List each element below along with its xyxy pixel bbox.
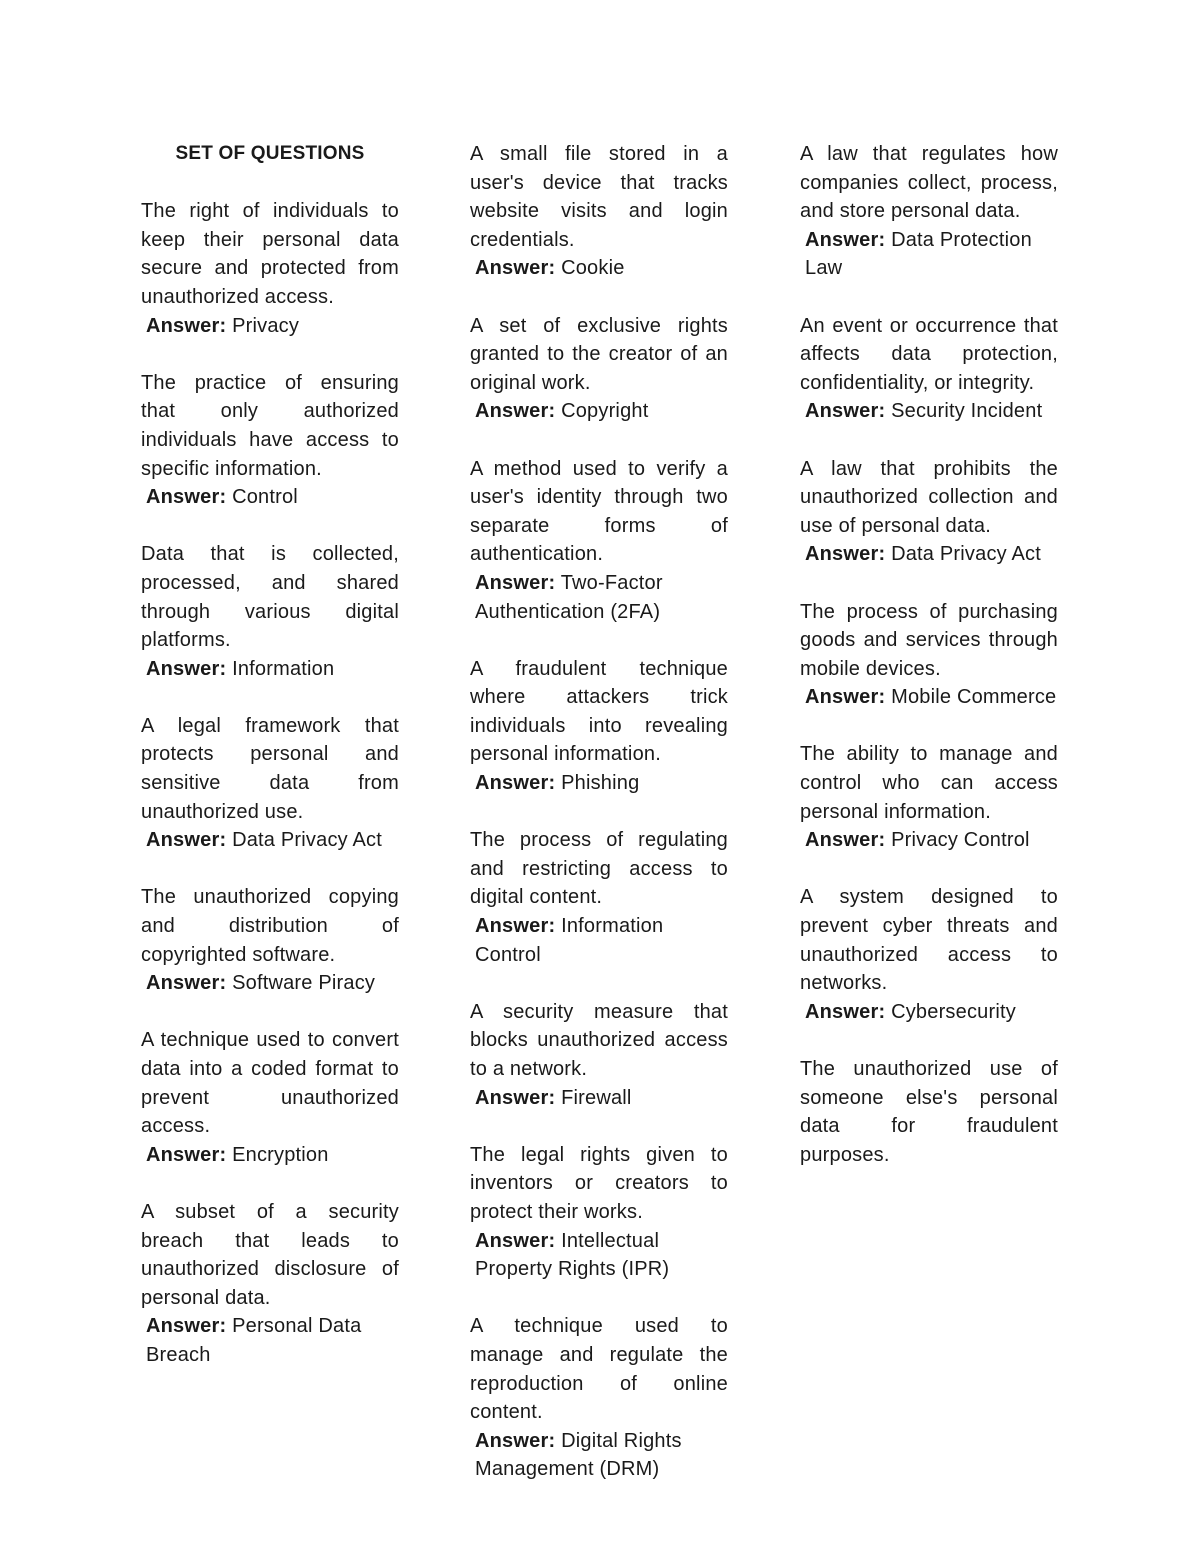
answer-label: Answer:	[475, 915, 556, 938]
answer-label: Answer:	[475, 257, 556, 280]
answer-text: Intellectual Property Rights (IPR)	[475, 1229, 670, 1281]
answer-text: Software Piracy	[232, 972, 376, 995]
answer-line	[470, 1427, 728, 1484]
answer-line	[800, 826, 1058, 855]
question-item	[141, 712, 399, 855]
question-item	[800, 1055, 1058, 1169]
question-text: A system designed to prevent cyber threats and unauthorized access to networks.	[800, 886, 1058, 995]
answer-text: Cybersecurity	[891, 1000, 1016, 1023]
answer-line	[470, 397, 728, 426]
answer-line	[470, 254, 728, 283]
answer-label: Answer:	[475, 772, 556, 795]
question-text: Data that is collected, processed, and shared through various digital platforms.	[141, 543, 399, 652]
answer-text: Data Privacy Act	[232, 829, 382, 852]
answer-label: Answer:	[146, 657, 227, 680]
answer-line	[141, 826, 399, 855]
answer-label: Answer:	[146, 972, 227, 995]
answer-text: Information Control	[475, 915, 664, 966]
page-title: SET OF QUESTIONS	[175, 143, 365, 164]
question-item	[470, 998, 728, 1112]
question-item	[800, 455, 1058, 569]
answer-line	[800, 226, 1058, 283]
question-item	[141, 883, 399, 997]
answer-line	[470, 769, 728, 798]
question-text: A fraudulent technique where attackers trick individuals into revealing personal information.	[470, 657, 728, 766]
question-text: The ability to manage and control who can access personal information.	[800, 743, 1058, 823]
question-text: A technique used to manage and regulate the reproduction of online content.	[470, 1315, 728, 1424]
answer-line	[800, 683, 1058, 712]
column-3	[800, 140, 1058, 1198]
question-item	[470, 140, 728, 283]
answer-line	[800, 998, 1058, 1027]
question-text: The unauthorized use of someone else's personal data for fraudulent purposes.	[800, 1058, 1058, 1166]
question-text: A security measure that blocks unauthorized access to a network.	[470, 1000, 728, 1080]
answer-text: Information	[232, 657, 335, 680]
answer-label: Answer:	[805, 228, 886, 251]
question-text: A small file stored in a user's device that tracks website visits and login credentials.	[470, 143, 728, 251]
question-text: A law that prohibits the unauthorized collection and use of personal data.	[800, 457, 1058, 537]
column-2	[470, 140, 728, 1513]
answer-label: Answer:	[805, 686, 886, 709]
question-text: The practice of ensuring that only authorized individuals have access to specific information.	[141, 371, 399, 480]
question-text: The right of individuals to keep their personal data secure and protected from unauthorized access.	[141, 200, 399, 308]
answer-text: Firewall	[561, 1086, 632, 1109]
question-item	[470, 1141, 728, 1284]
answer-line	[800, 397, 1058, 426]
answer-text: Privacy Control	[891, 829, 1030, 852]
answer-text: Data Protection Law	[805, 228, 1032, 280]
answer-label: Answer:	[475, 1086, 556, 1109]
answer-line	[141, 483, 399, 512]
question-text: The process of purchasing goods and services through mobile devices.	[800, 600, 1058, 680]
answer-label: Answer:	[146, 1315, 227, 1338]
answer-text: Copyright	[561, 400, 649, 423]
answer-label: Answer:	[805, 400, 886, 423]
question-text: The legal rights given to inventors or creators to protect their works.	[470, 1143, 728, 1223]
question-item	[141, 540, 399, 683]
answer-text: Encryption	[232, 1143, 329, 1166]
answer-line	[141, 1312, 399, 1369]
answer-label: Answer:	[805, 1000, 886, 1023]
question-item	[470, 312, 728, 426]
question-item	[800, 883, 1058, 1026]
answer-line	[470, 569, 728, 626]
question-text: A set of exclusive rights granted to the creator of an original work.	[470, 314, 728, 394]
answer-label: Answer:	[475, 400, 556, 423]
column-1	[141, 140, 399, 1398]
answer-line	[141, 1141, 399, 1170]
answer-label: Answer:	[805, 829, 886, 852]
question-text: The process of regulating and restricting access to digital content.	[470, 829, 728, 909]
answer-text: Two-Factor Authentication (2FA)	[475, 571, 663, 623]
answer-line	[470, 1084, 728, 1113]
question-item	[141, 197, 399, 340]
answer-line	[470, 1227, 728, 1284]
answer-text: Privacy	[232, 314, 300, 337]
answer-line	[141, 312, 399, 341]
question-item	[470, 826, 728, 969]
question-text: A method used to verify a user's identity through two separate forms of authentication.	[470, 457, 728, 566]
answer-label: Answer:	[805, 543, 886, 566]
answer-label: Answer:	[146, 314, 227, 337]
question-item	[800, 598, 1058, 712]
question-item	[800, 740, 1058, 854]
question-item	[141, 369, 399, 512]
question-text: The unauthorized copying and distribution of copyrighted software.	[141, 886, 399, 966]
question-item	[470, 655, 728, 798]
answer-text: Mobile Commerce	[891, 686, 1057, 709]
answer-line	[800, 540, 1058, 569]
question-item	[141, 1026, 399, 1169]
answer-label: Answer:	[146, 486, 227, 509]
question-text: A technique used to convert data into a coded format to prevent unauthorized access.	[141, 1029, 399, 1138]
question-text: An event or occurrence that affects data protection, confidentiality, or integrity.	[800, 314, 1058, 394]
answer-text: Security Incident	[891, 400, 1043, 423]
question-text: A law that regulates how companies collect, process, and store personal data.	[800, 143, 1058, 223]
answer-label: Answer:	[146, 829, 227, 852]
answer-line	[141, 969, 399, 998]
question-item	[800, 312, 1058, 426]
answer-text: Data Privacy Act	[891, 543, 1041, 566]
answer-text: Cookie	[561, 257, 625, 280]
question-text: A legal framework that protects personal and sensitive data from unauthorized use.	[141, 714, 399, 823]
answer-text: Control	[232, 486, 298, 509]
question-item	[470, 1312, 728, 1484]
answer-line	[470, 912, 728, 969]
question-text: A subset of a security breach that leads to unauthorized disclosure of personal data.	[141, 1200, 399, 1309]
question-item	[800, 140, 1058, 283]
answer-label: Answer:	[475, 571, 556, 594]
answer-label: Answer:	[475, 1229, 556, 1252]
question-item	[141, 1198, 399, 1370]
question-item	[470, 455, 728, 627]
answer-text: Phishing	[561, 772, 640, 795]
answer-line	[141, 655, 399, 684]
answer-text: Digital Rights Management (DRM)	[475, 1429, 682, 1481]
answer-label: Answer:	[146, 1143, 227, 1166]
answer-text: Personal Data Breach	[146, 1315, 362, 1366]
answer-label: Answer:	[475, 1429, 556, 1452]
